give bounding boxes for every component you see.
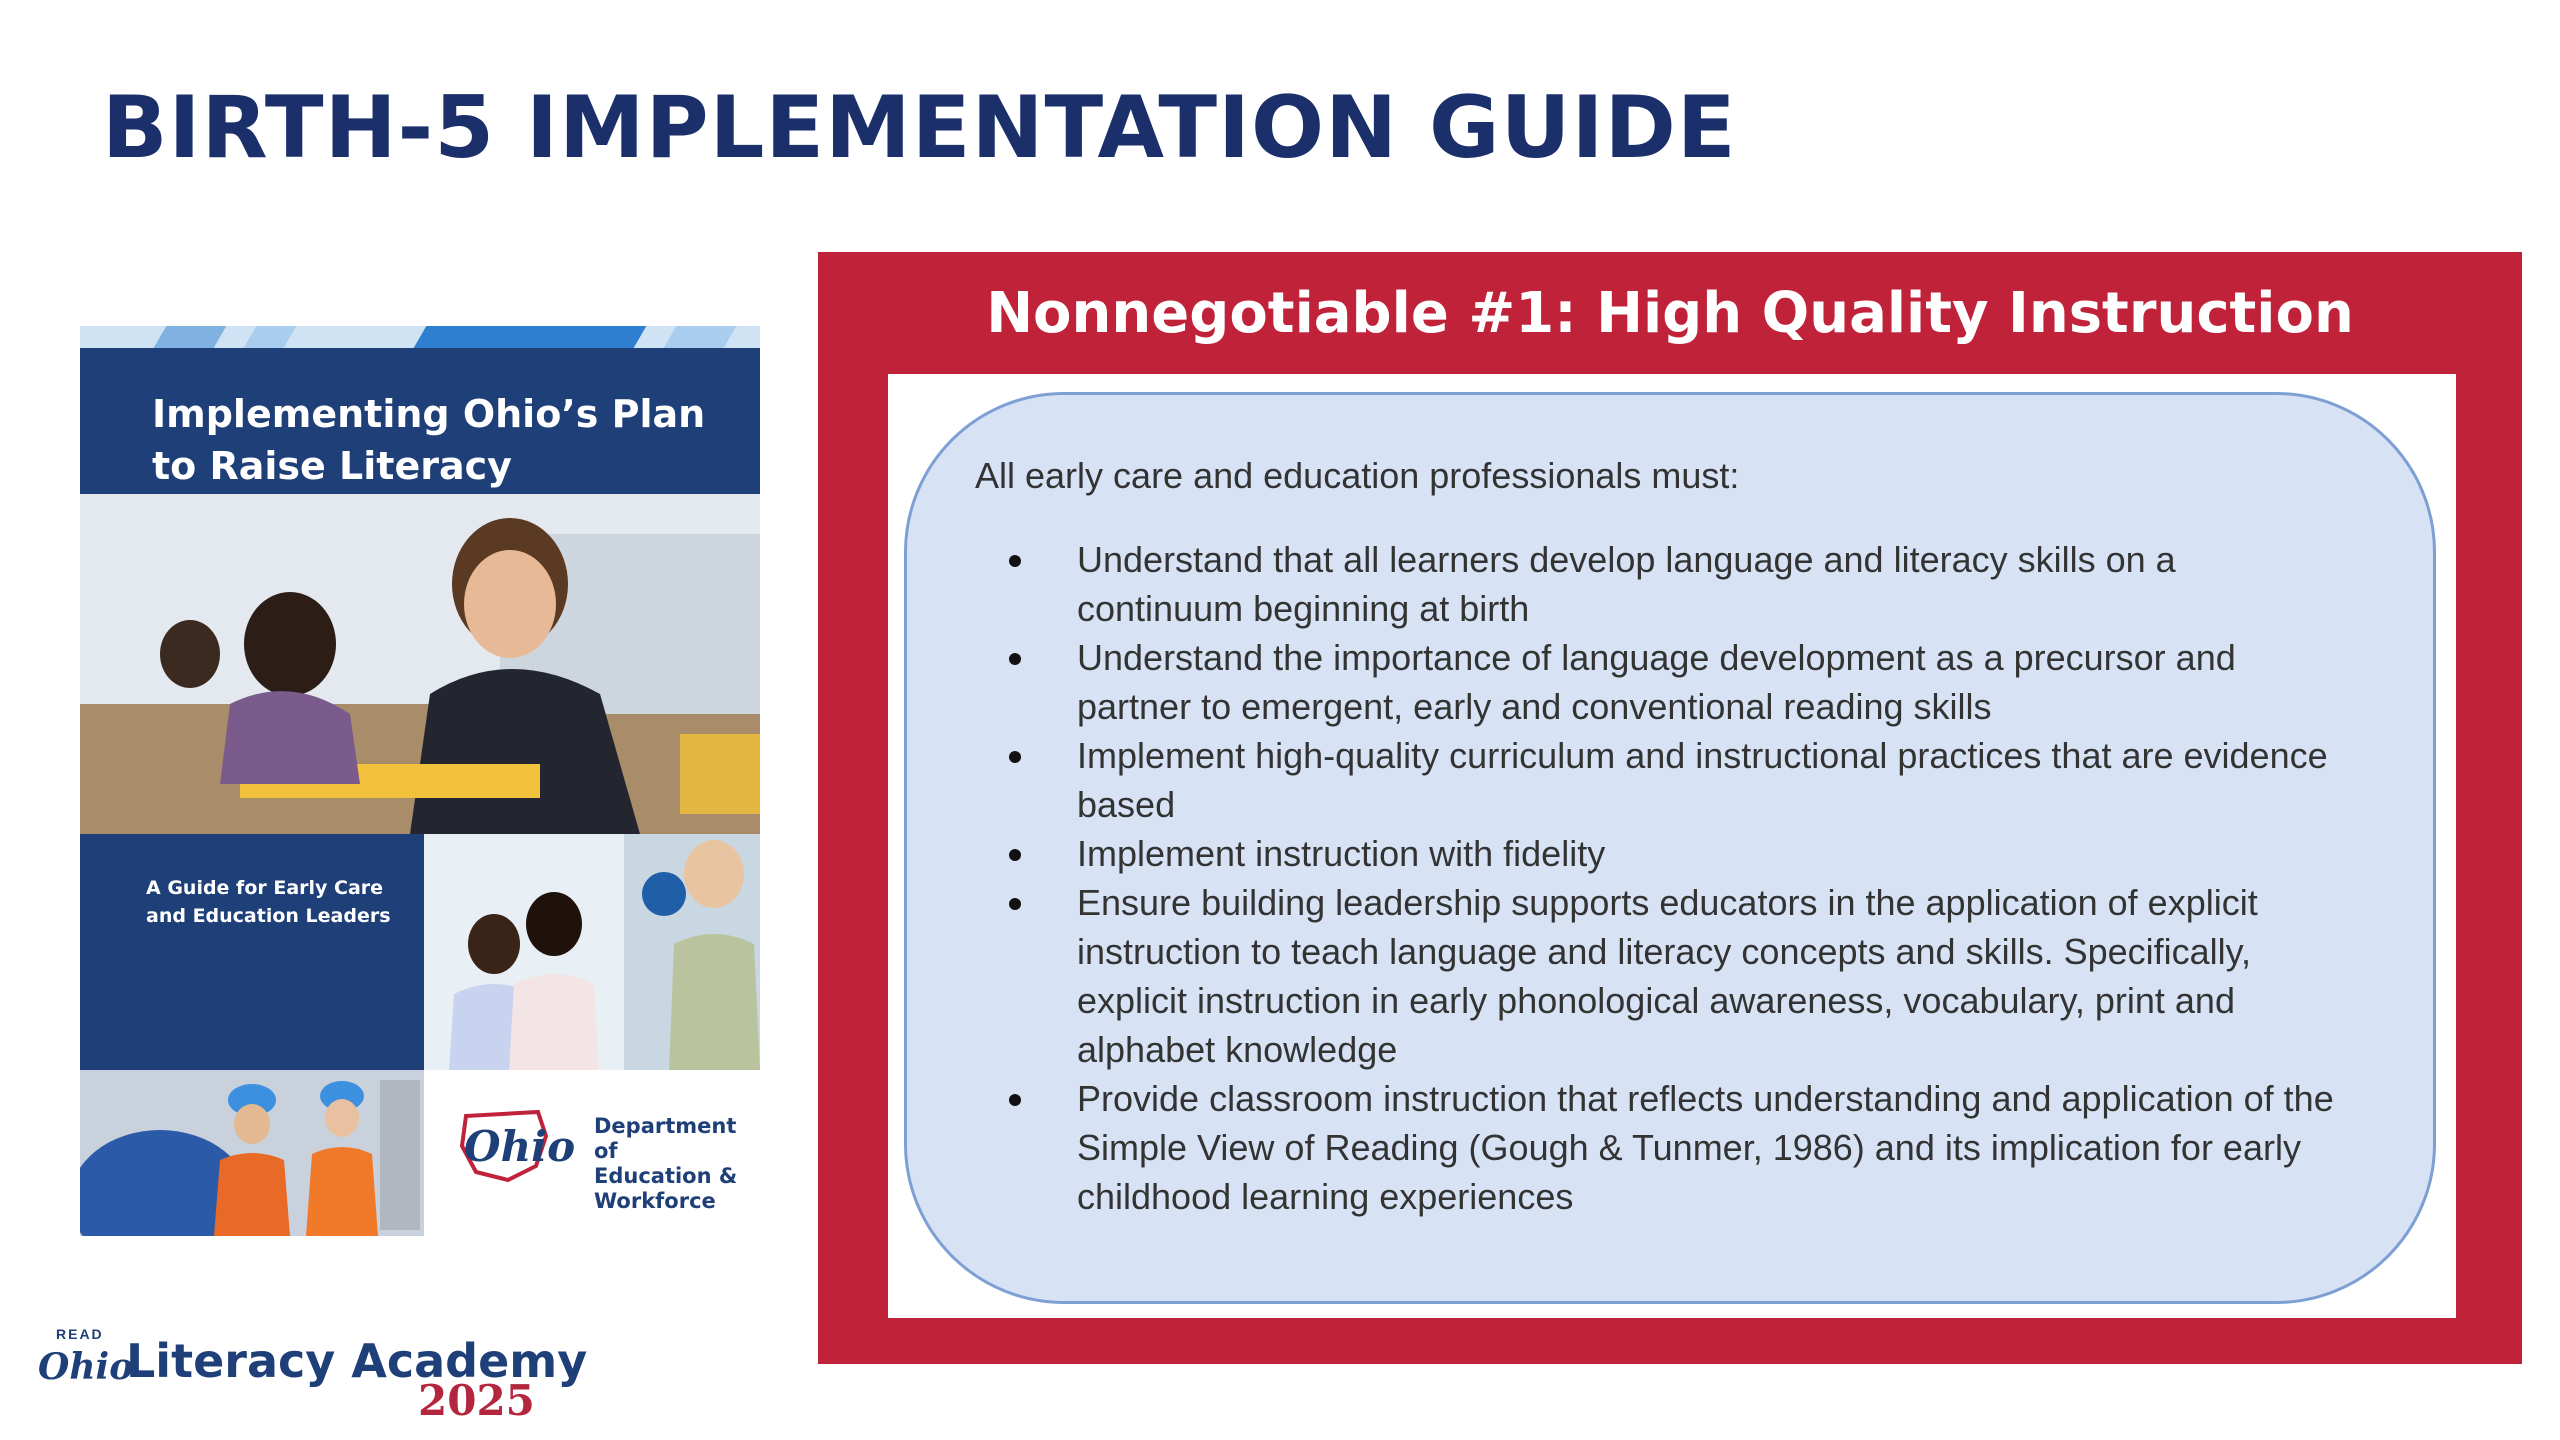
requirements-intro: All early care and education professionals must: (975, 455, 1740, 496)
bullet-dot (1009, 849, 1021, 861)
list-item: Understand that all learners develop language and literacy skills on a continuum beginning at birth (1009, 535, 2349, 633)
classroom-photo (80, 494, 760, 834)
list-item: Understand the importance of language development as a precursor and partner to emergent, early and conventional reading skills (1009, 633, 2349, 731)
ohio-script-logo: Ohio (464, 1122, 576, 1171)
academy-name: Literacy Academy (126, 1334, 588, 1388)
cover-subtitle: A Guide for Early Care and Education Leaders (146, 877, 391, 927)
list-item: Provide classroom instruction that reflects understanding and application of the Simple View of Reading (Gough & Tunmer, 1986) and its implication for early childhood learning experiences (1009, 1074, 2349, 1221)
nonnegotiable-panel (818, 252, 2522, 1364)
slide-title: BIRTH-5 IMPLEMENTATION GUIDE (102, 78, 1737, 178)
cover-title: Implementing Ohio’s Plan to Raise Literacy (152, 392, 706, 488)
bullet-dot (1009, 555, 1021, 567)
list-item: Implement instruction with fidelity (1009, 829, 2349, 878)
list-item: Implement high-quality curriculum and instructional practices that are evidence based (1009, 731, 2349, 829)
literacy-academy-logo (38, 1326, 598, 1426)
content-card (888, 374, 2456, 1318)
department-logo (424, 1070, 760, 1236)
bullet-dot (1009, 1094, 1021, 1106)
guide-cover-image (80, 326, 760, 1236)
department-name: Department of Education & Workforce (594, 1114, 738, 1213)
bullet-dot (1009, 653, 1021, 665)
requirements-list (1009, 535, 2349, 1221)
academy-year: 2025 (418, 1376, 535, 1425)
cover-header (80, 348, 760, 494)
panel-heading: Nonnegotiable #1: High Quality Instruction (986, 281, 2354, 346)
bullet-dot (1009, 898, 1021, 910)
cover-stripe (80, 326, 760, 348)
read-label: READ (56, 1326, 104, 1342)
list-item: Ensure building leadership supports educators in the application of explicit instruction to teach language and literacy concepts and skills. Specifically, explicit instruction in early phonological awareness, vocabulary, print and alphabet knowledge (1009, 878, 2349, 1074)
bullet-dot (1009, 751, 1021, 763)
ohio-book-icon: Ohio (38, 1346, 134, 1388)
workers-photo (80, 1070, 424, 1236)
children-photo (424, 834, 760, 1070)
cover-subtitle-panel (80, 834, 424, 1070)
requirements-box (904, 392, 2436, 1304)
